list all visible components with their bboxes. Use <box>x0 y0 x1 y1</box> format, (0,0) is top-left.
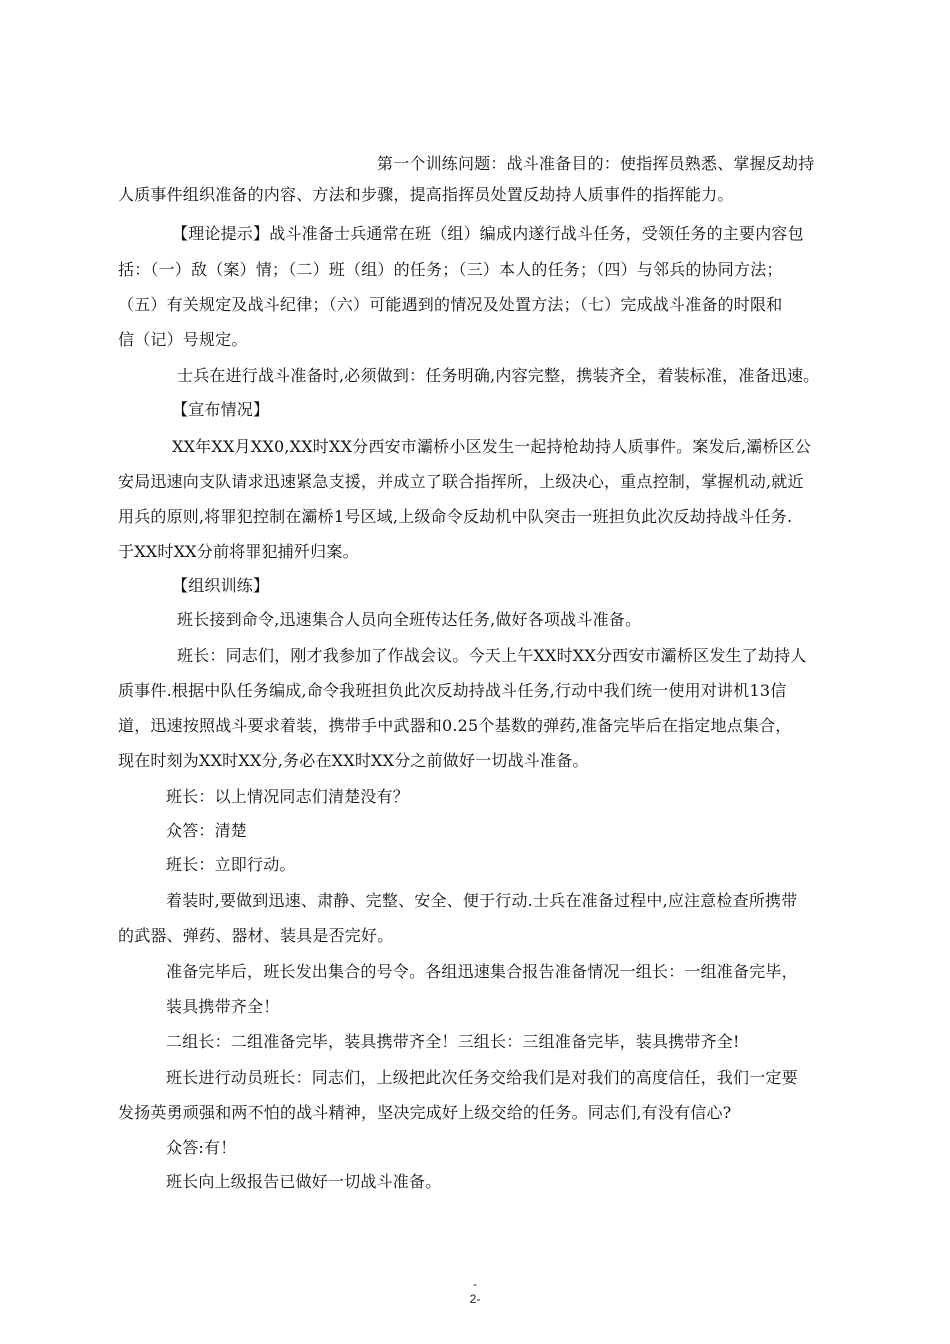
text-line: 士兵在进行战斗准备时,必须做到：任务明确,内容完整，携装齐全，着装标准，准备迅速。 <box>177 366 820 385</box>
text-line: 班长：同志们，刚才我参加了作战会议。今天上午XX时XX分西安市灞桥区发生了劫持人 <box>177 646 807 665</box>
text-line: 现在时刻为XX时XX分,务必在XX时XX分之前做好一切战斗准备。 <box>118 751 589 770</box>
text-line: 着装时,要做到迅速、肃静、完整、安全、便于行动.士兵在准备过程中,应注意检查所携带 <box>166 891 798 910</box>
text-line: 发扬英勇顽强和两不怕的战斗精神，坚决完成好上级交给的任务。同志们,有没有信心? <box>118 1103 732 1122</box>
text-line: 众答:有！ <box>166 1138 237 1157</box>
text-line: 班长：以上情况同志们清楚没有？ <box>166 787 410 806</box>
text-line: 安局迅速向支队请求迅速紧急支援，并成立了联合指挥所，上级决心，重点控制，掌握机动,就近 <box>118 472 804 491</box>
text-line: 众答：清楚 <box>166 821 248 840</box>
text-line: 信（记）号规定。 <box>118 330 248 349</box>
text-line: 道，迅速按照战斗要求着装，携带手中武器和0.25个基数的弹药,准备完毕后在指定地点集合， <box>118 716 792 735</box>
text-line: 人质事件组织准备的内容、方法和步骤，提高指挥员处置反劫持人质事件的指挥能力。 <box>118 185 734 204</box>
text-line: 质事件.根据中队任务编成,命令我班担负此次反劫持战斗任务,行动中我们统一使用对讲机13信 <box>118 681 787 700</box>
text-line: 【理论提示】战斗准备士兵通常在班（组）编成内遂行战斗任务，受领任务的主要内容包 <box>172 224 804 243</box>
text-line: 第一个训练问题：战斗准备目的：使指挥员熟悉、掌握反劫持 <box>377 154 815 173</box>
text-line: 的武器、弹药、器材、装具是否完好。 <box>118 926 394 945</box>
text-line: 班长接到命令,迅速集合人员向全班传达任务,做好各项战斗准备。 <box>177 610 642 629</box>
text-line: XX年XX月XX0,XX时XX分西安市灞桥小区发生一起持枪劫持人质事件。案发后,灞桥区公 <box>172 437 812 456</box>
page-number: 2- <box>469 1292 481 1306</box>
text-line: 班长向上级报告已做好一切战斗准备。 <box>166 1172 442 1191</box>
text-line: 括：（一）敌（案）情；（二）班（组）的任务；（三）本人的任务；（四）与邻兵的协同方法； <box>118 260 783 279</box>
text-line: 班长：立即行动。 <box>166 855 296 874</box>
text-line: 于XX时XX分前将罪犯捕歼归案。 <box>118 542 359 561</box>
text-line: 准备完毕后，班长发出集合的号令。各组迅速集合报告准备情况一组长：一组准备完毕， <box>166 962 798 981</box>
section-heading: 【宣布情况】 <box>172 400 270 419</box>
section-heading: 【组织训练】 <box>172 576 270 595</box>
text-line: 用兵的原则,将罪犯控制在灞桥1号区域,上级命令反劫机中队突击一班担负此次反劫持战斗任务. <box>118 507 793 526</box>
text-line: （五）有关规定及战斗纪律；（六）可能遇到的情况及处置方法；（七）完成战斗准备的时限和 <box>118 295 783 314</box>
text-line: 装具携带齐全！ <box>166 997 280 1016</box>
footer-dash: - <box>473 1277 477 1291</box>
text-line: 班长进行动员班长：同志们，上级把此次任务交给我们是对我们的高度信任，我们一定要 <box>166 1068 798 1087</box>
text-line: 二组长：二组准备完毕，装具携带齐全！三组长：三组准备完毕，装具携带齐全! <box>166 1032 740 1051</box>
